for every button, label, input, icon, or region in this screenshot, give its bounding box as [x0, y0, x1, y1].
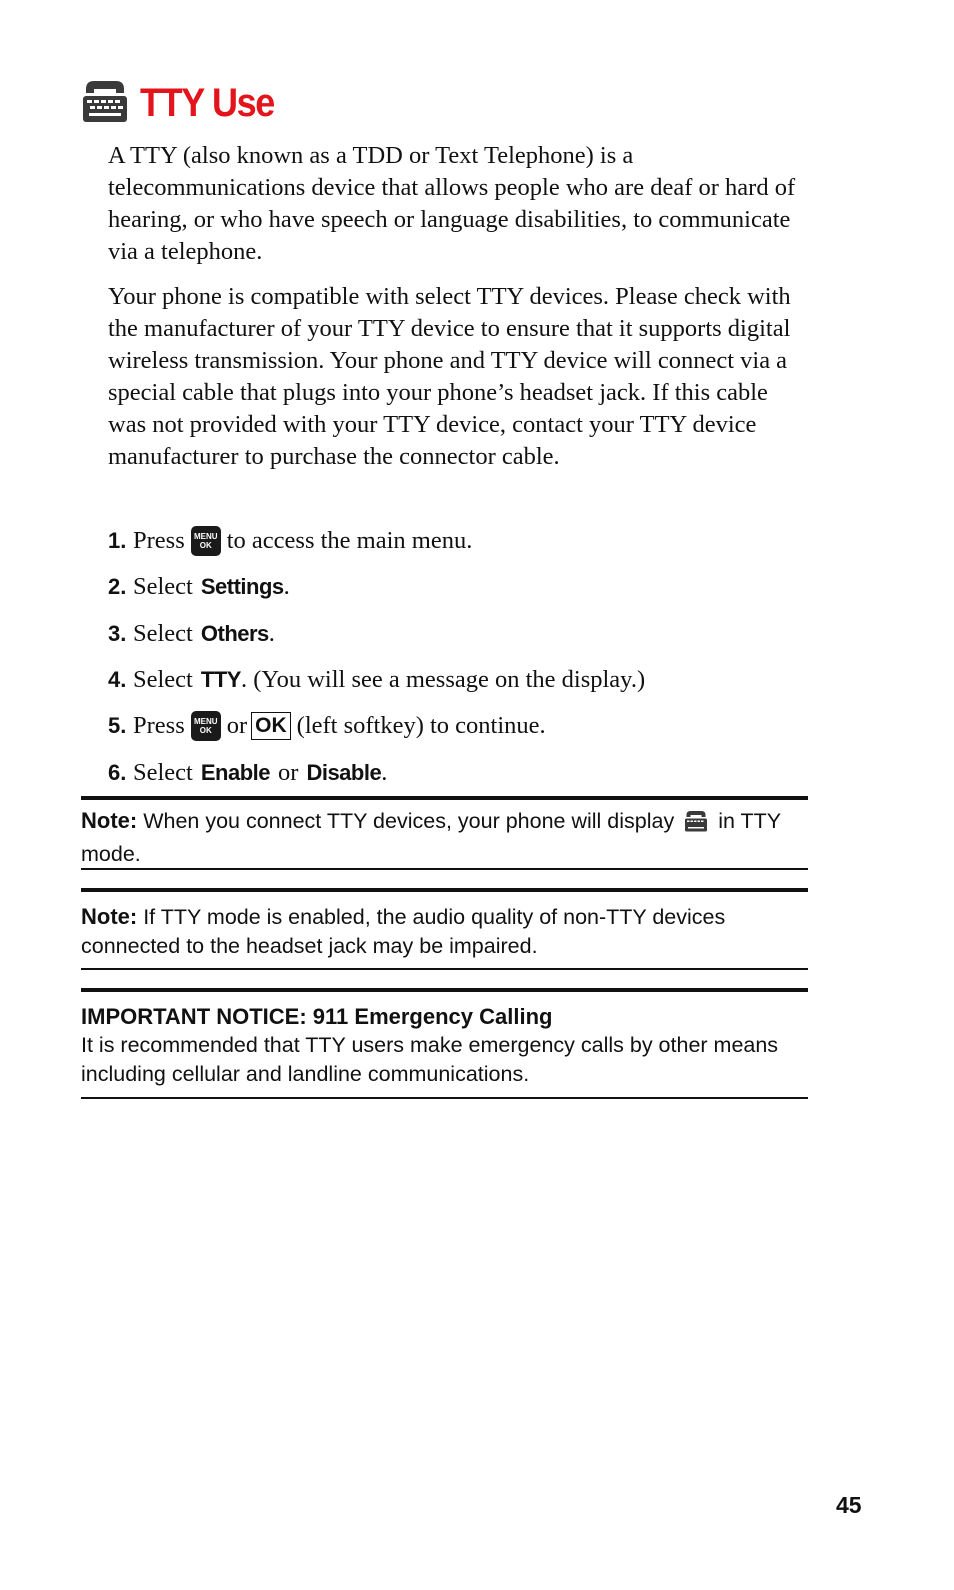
tty-icon [684, 810, 708, 840]
step-list [108, 518, 808, 796]
menu-ok-key-icon [191, 711, 221, 741]
note-audio-quality [81, 888, 808, 970]
intro-paragraph: A TTY (also known as a TDD or Text Telephone) is a telecommunications device that allows people who are deaf or hard of hearing, or who have speech or language disabilities, to communicate via a telephone. [108, 142, 796, 265]
menu-ok-key-icon [191, 526, 221, 556]
page-number: 45 [836, 1492, 862, 1518]
page-title: TTY Use [140, 80, 274, 125]
step-4 [108, 657, 808, 703]
note-tty-display [81, 796, 808, 870]
note-label: Note: [81, 808, 138, 833]
notice-text: It is recommended that TTY users make emergency calls by other means including cellular and landline communications. [81, 1033, 779, 1086]
step-text: . [268, 619, 275, 647]
key-bottom-label: OK [199, 541, 212, 551]
step-text: or [278, 758, 299, 786]
step-6 [108, 749, 808, 795]
tty-icon [82, 79, 128, 127]
step-text: . (You will see a message on the display.) [240, 666, 646, 694]
step-1 [108, 518, 808, 564]
step-number: 2. [108, 574, 127, 600]
menu-option-tty: TTY [200, 667, 241, 693]
step-number: 5. [108, 713, 127, 739]
step-number: 3. [108, 620, 127, 646]
compatibility-paragraph: Your phone is compatible with select TTY devices. Please check with the manufacturer of your TTY device to ensure that it supports digital wireless transmission. Your phone and TTY device will connect via a special cable that plugs into your phone’s headset jack. If this cable was not provided with your TTY device, contact your TTY device manufacturer to purchase the connector cable. [108, 283, 791, 470]
key-bottom-label: OK [199, 726, 212, 736]
option-disable: Disable [306, 759, 382, 785]
step-text: Press [133, 712, 185, 740]
step-text: Select [133, 758, 193, 786]
note-text: in TTY mode. [81, 809, 781, 866]
step-text: Select [133, 619, 193, 647]
step-2 [108, 564, 808, 610]
note-label: Note: [81, 904, 138, 929]
step-number: 6. [108, 759, 127, 785]
menu-option-settings: Settings [200, 574, 284, 600]
key-top-label: MENU [193, 532, 218, 542]
important-notice [81, 988, 808, 1099]
page-header [82, 76, 289, 130]
note-text: When you connect TTY devices, your phone will display [143, 809, 675, 833]
ok-softkey-icon: OK [251, 712, 291, 740]
step-text: Select [133, 666, 193, 694]
step-5 [108, 703, 808, 749]
key-top-label: MENU [193, 717, 218, 727]
option-enable: Enable [200, 759, 271, 785]
step-text: (left softkey) to continue. [296, 712, 546, 740]
step-text: Press [133, 527, 185, 555]
step-text: or [226, 712, 248, 740]
menu-option-others: Others [200, 620, 269, 646]
step-text: to access the main menu. [226, 527, 473, 555]
note-text: If TTY mode is enabled, the audio quality of non-TTY devices connected to the headset jack may be impaired. [81, 905, 726, 958]
step-number: 4. [108, 667, 127, 693]
step-text: . [381, 758, 388, 786]
step-number: 1. [108, 528, 127, 554]
step-text: . [283, 573, 290, 601]
step-text: Select [133, 573, 193, 601]
step-3 [108, 611, 808, 657]
notice-title: IMPORTANT NOTICE: 911 Emergency Calling [81, 1004, 553, 1029]
